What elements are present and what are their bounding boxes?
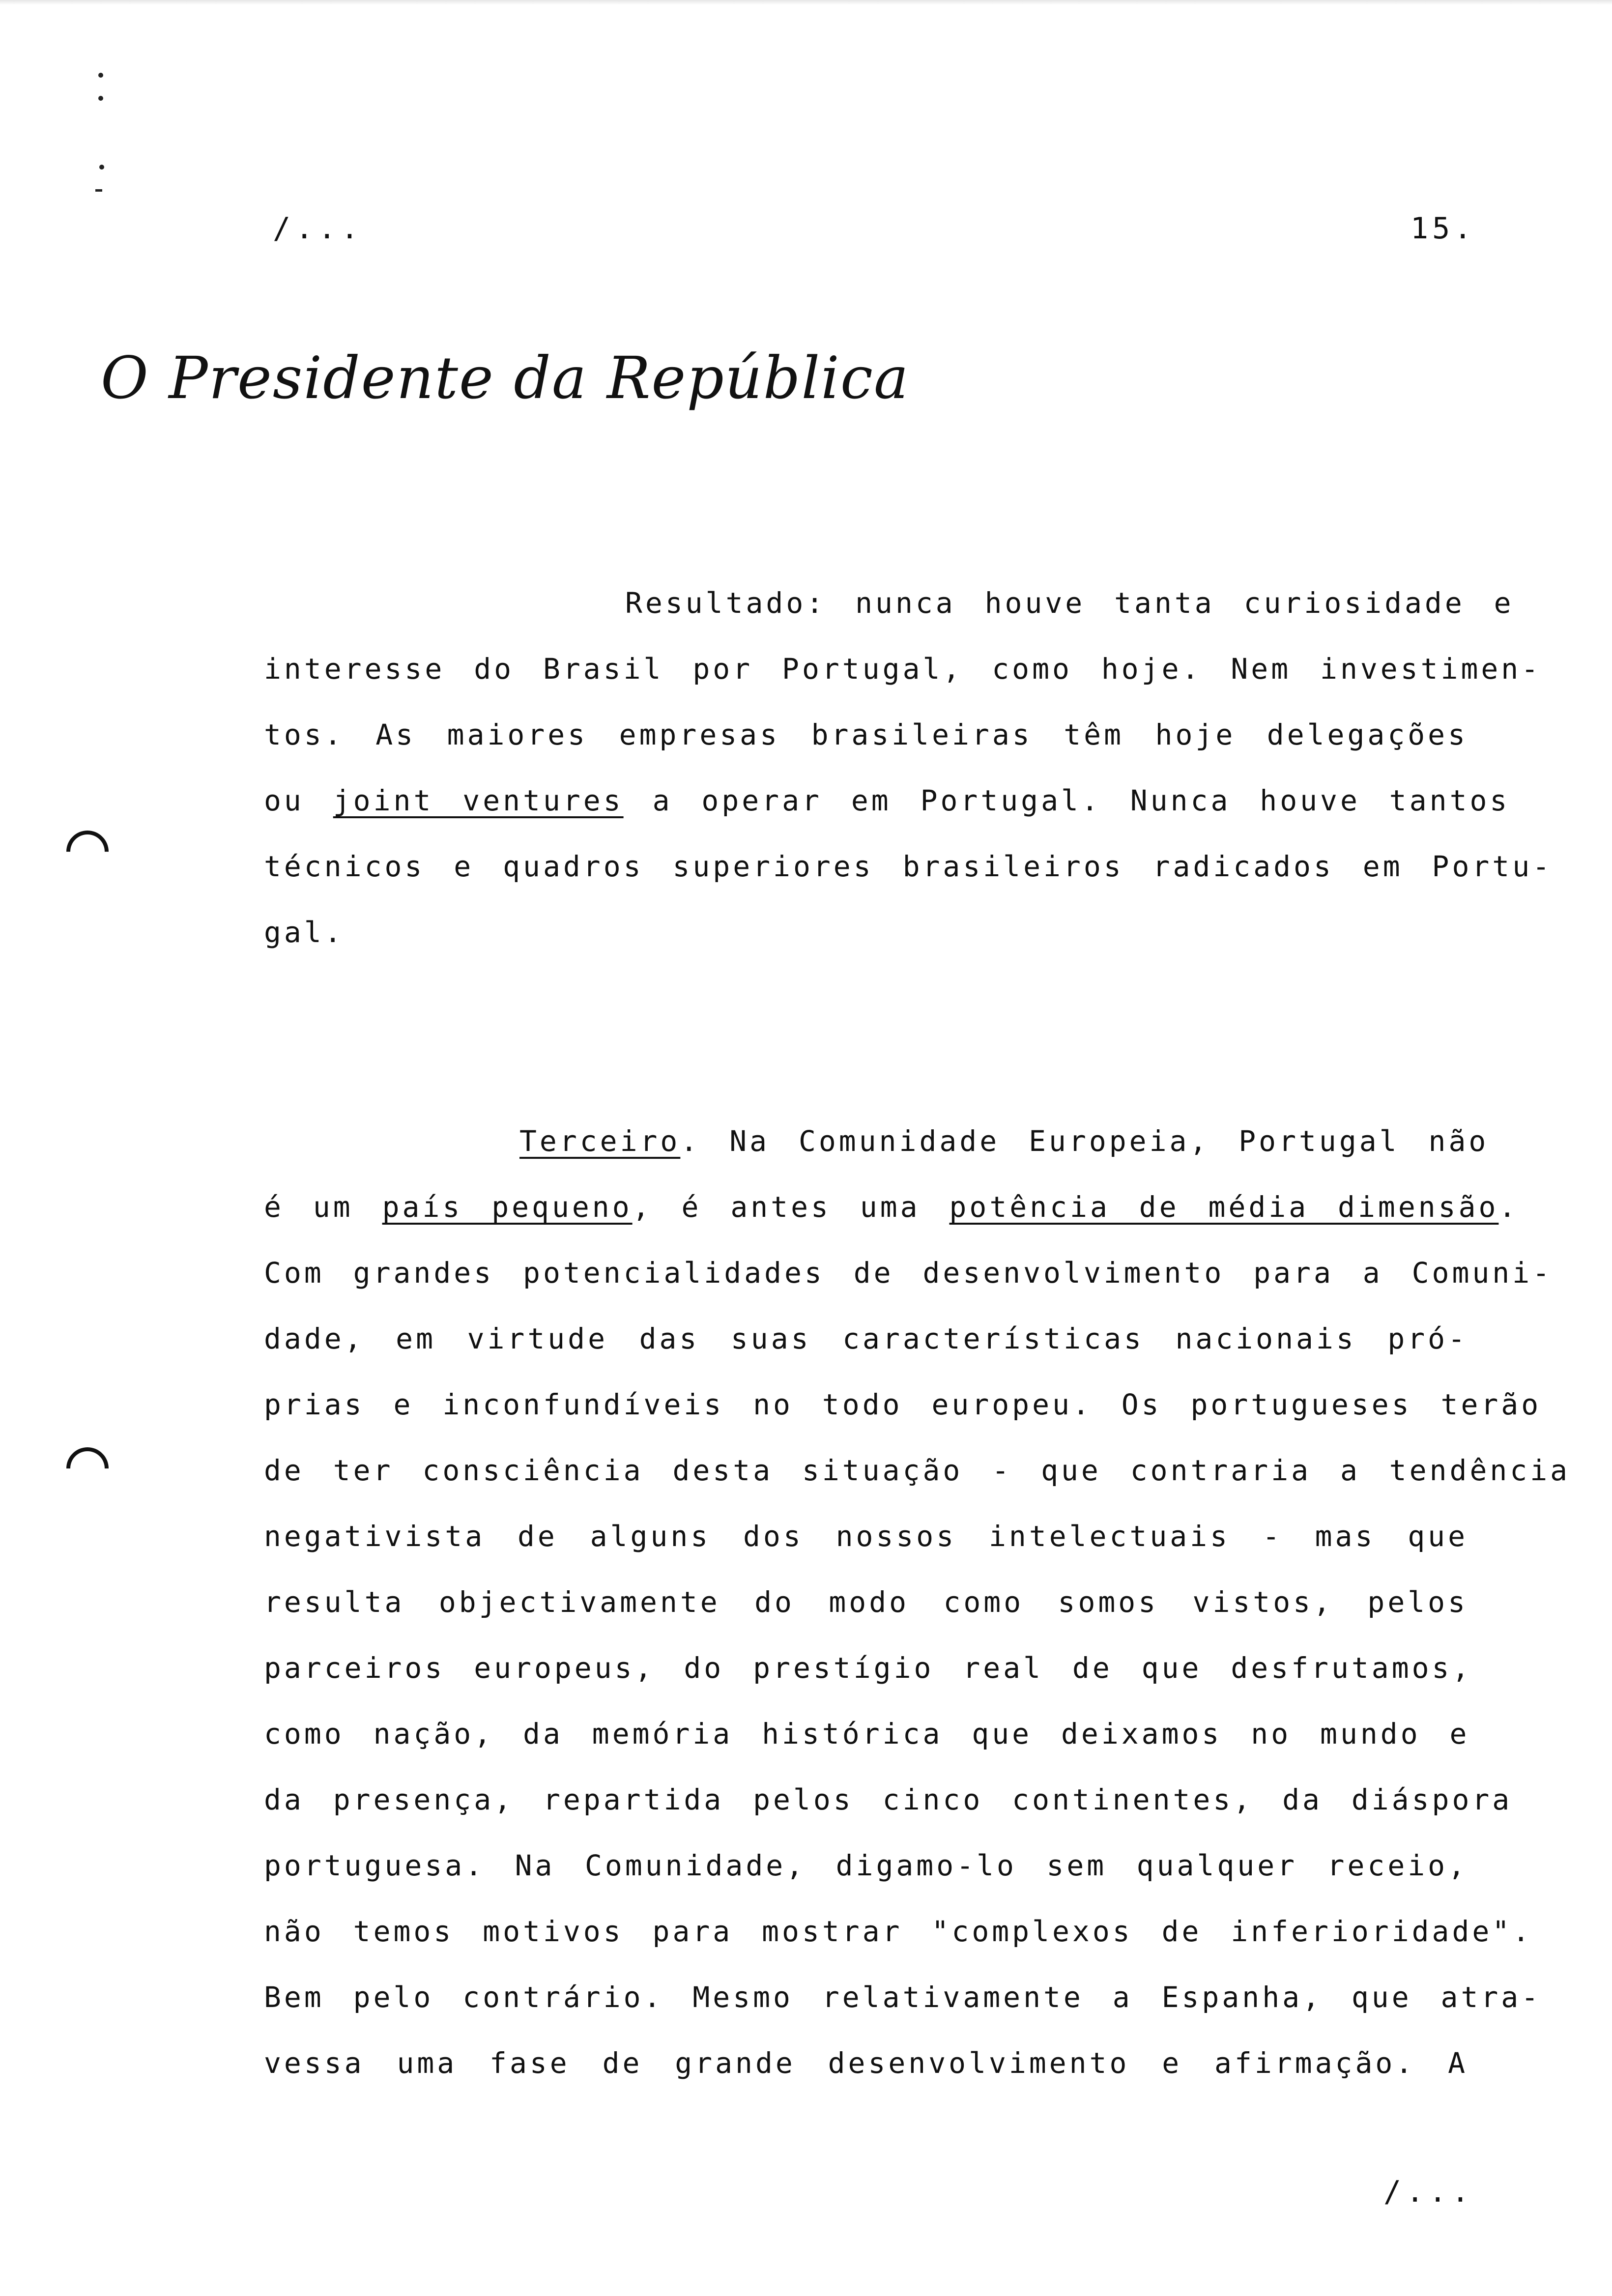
text-line [264, 1108, 1489, 1174]
text-line: tos. As maiores empresas brasileiras têm hoje delegações [264, 718, 1468, 751]
punch-hole-mark [58, 822, 117, 882]
continuation-mark-bottom: /... [1383, 2175, 1474, 2209]
text-line: resulta objectivamente do modo como somos vistos, pelos [264, 1585, 1468, 1619]
text-line: vessa uma fase de grande desenvolvimento e afirmação. A [264, 2046, 1468, 2080]
paragraph-terceiro [264, 1108, 1571, 2096]
text-line: prias e inconfundíveis no todo europeu. Os portugueses terão [264, 1388, 1542, 1421]
page-number: 15. [1410, 211, 1476, 246]
paragraph-resultado [264, 570, 1553, 965]
text-line: técnicos e quadros superiores brasileiros radicados em Portu- [264, 850, 1553, 883]
text-line: parceiros europeus, do prestígio real de que desfrutamos, [264, 1651, 1472, 1685]
text-line: negativista de alguns dos nossos intelectuais - mas que [264, 1520, 1468, 1553]
text-line: dade, em virtude das suas características nacionais pró- [264, 1322, 1468, 1355]
text-fragment: ou [264, 784, 304, 817]
text-line: Com grandes potencialidades de desenvolvimento para a Comuni- [264, 1256, 1553, 1290]
text-line: interesse do Brasil por Portugal, como hoje. Nem investimen- [264, 652, 1542, 686]
margin-dot [98, 96, 103, 101]
text-line [264, 1174, 1519, 1240]
text-line: como nação, da memória histórica que deixamos no mundo e [264, 1717, 1470, 1751]
text-fragment: a operar em Portugal. Nunca houve tantos [652, 784, 1510, 817]
text-line: da presença, repartida pelos cinco continentes, da diáspora [264, 1783, 1513, 1816]
text-fragment: . [1498, 1190, 1519, 1224]
text-line: portuguesa. Na Comunidade, digamo-lo sem qualquer receio, [264, 1849, 1468, 1882]
margin-dot [99, 165, 104, 170]
underlined-term: país pequeno [382, 1190, 633, 1224]
punch-hole-mark [58, 1438, 117, 1498]
underlined-term: Terceiro [519, 1124, 681, 1158]
text-line: gal. [264, 916, 345, 949]
text-line: não temos motivos para mostrar "complexos de inferioridade". [264, 1915, 1533, 1948]
underlined-term: joint ventures [333, 784, 624, 817]
margin-dot [98, 73, 103, 78]
letterhead-title: O Presidente da República [101, 344, 910, 412]
text-fragment: , é antes uma [632, 1190, 921, 1224]
continuation-mark-top: /... [273, 211, 364, 246]
text-line [264, 768, 1510, 833]
text-line: de ter consciência desta situação - que contraria a tendência [264, 1454, 1571, 1487]
underlined-term: potência de média dimensão [949, 1190, 1499, 1224]
scan-edge [0, 0, 1612, 5]
margin-dash [95, 189, 102, 192]
text-fragment: é um [264, 1190, 353, 1224]
text-line: Bem pelo contrário. Mesmo relativamente a Espanha, que atra- [264, 1980, 1542, 2014]
text-line: Resultado: nunca houve tanta curiosidade e [625, 586, 1514, 620]
text-fragment: . Na Comunidade Europeia, Portugal não [680, 1124, 1489, 1158]
